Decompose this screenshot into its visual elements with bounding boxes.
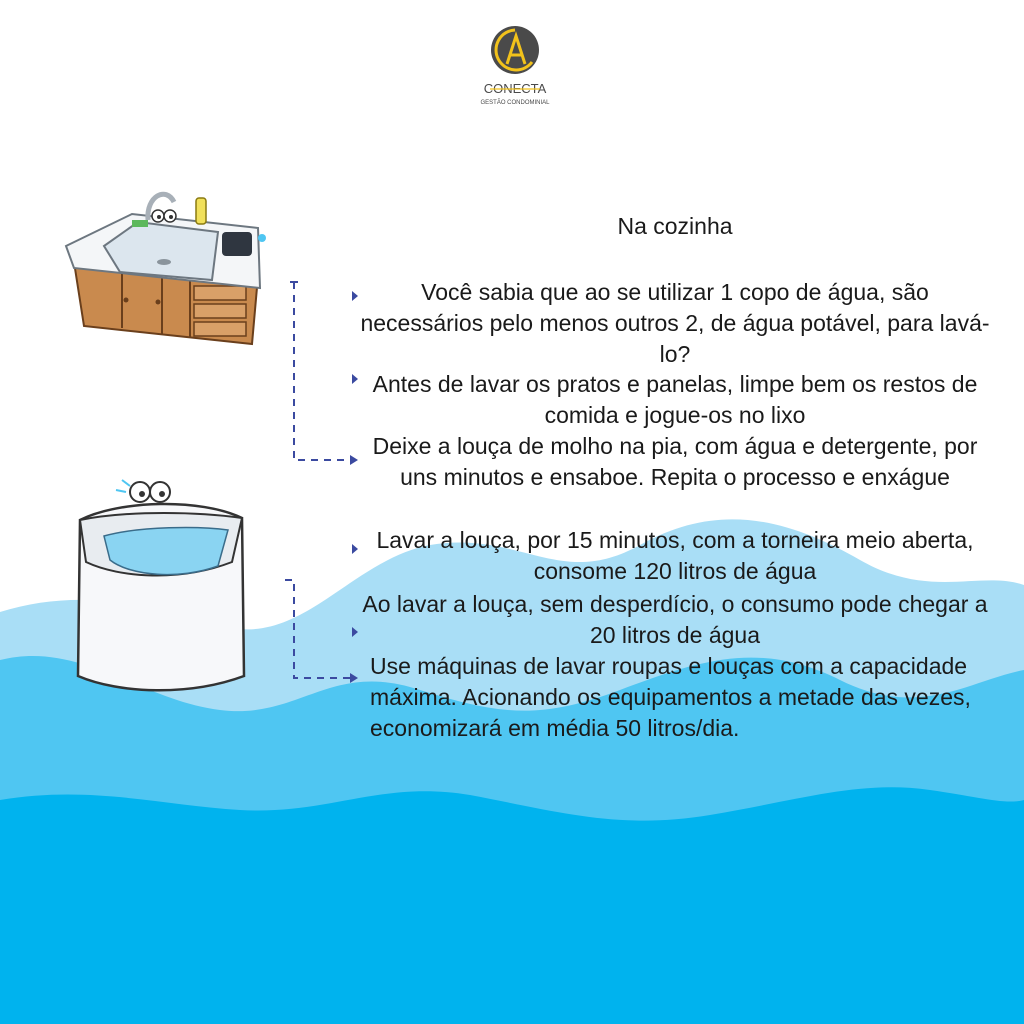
tip-paragraph-1: Você sabia que ao se utilizar 1 copo de água, são necessários pelo menos outros 2, de água potável, para lavá-lo?: [360, 279, 990, 367]
bullet-icon: [352, 627, 358, 637]
wave-deep: [0, 787, 1024, 1024]
tip-paragraph-4: Lavar a louça, por 15 minutos, com a torneira meio aberta, consome 120 litros de água: [376, 527, 974, 584]
washing-machine-icon: [60, 470, 256, 696]
tip-paragraph-2: Antes de lavar os pratos e panelas, limpe bem os restos de comida e jogue-os no lixo: [372, 371, 978, 428]
bullet-icon: [352, 291, 358, 301]
logo-brand: CONECTA: [483, 81, 547, 96]
tip-paragraph-5: Ao lavar a louça, sem desperdício, o consumo pode chegar a 20 litros de água: [362, 591, 988, 648]
bullet-icon: [352, 374, 358, 384]
kitchen-sink-icon: [62, 176, 268, 352]
logo-tagline: GESTÃO CONDOMINIAL: [480, 100, 550, 106]
conecta-logo: [470, 24, 560, 114]
section-title: Na cozinha: [617, 213, 733, 239]
tip-paragraph-3: Deixe a louça de molho na pia, com água e detergente, por uns minutos e ensaboe. Repita o processo e enxágue: [372, 433, 978, 490]
tip-paragraph-6: Use máquinas de lavar roupas e louças com a capacidade máxima. Acionando os equipamentos a metade das vezes, economizará em média 50 litros/dia.: [370, 653, 971, 741]
bullet-icon: [352, 544, 358, 554]
